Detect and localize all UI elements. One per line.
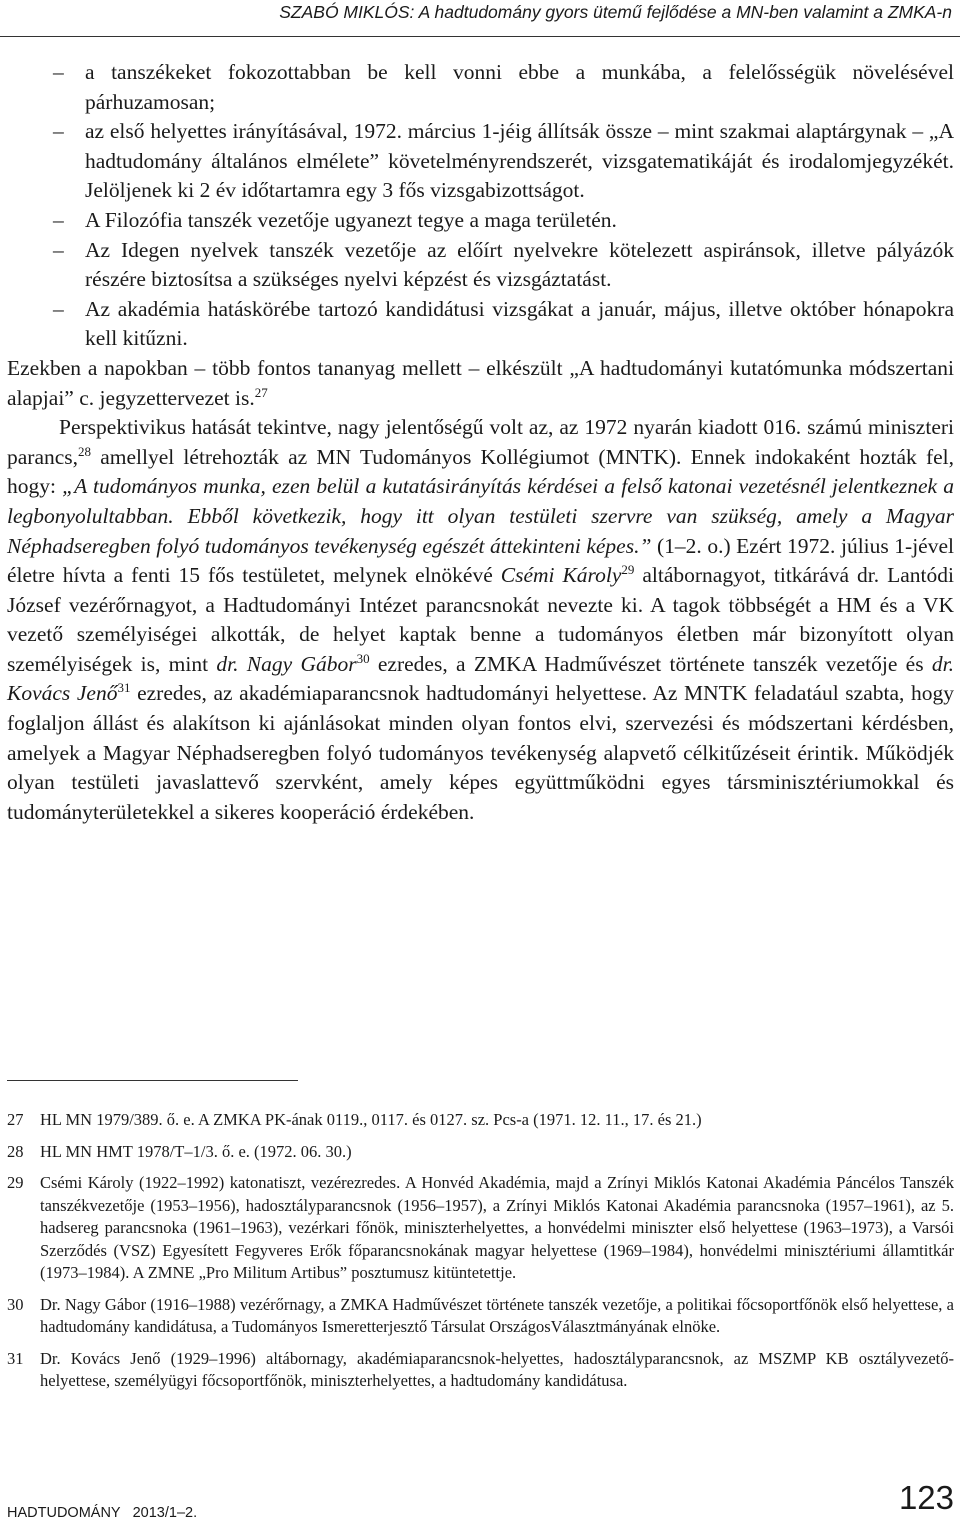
footnote-ref-28[interactable]: 28 xyxy=(78,443,92,459)
footnote-number: 29 xyxy=(7,1173,24,1192)
footnote-number: 31 xyxy=(7,1348,24,1368)
paragraph-2-text: (1–2. o.) Ezért 1972. július 1-jével életre hívta a fenti 15 fős testületet, melynek elnökévé xyxy=(7,533,954,588)
paragraph-2-text: Perspektivikus hatását tekintve, nagy jelentőségű volt az, az 1972 nyarán kiadott 016. számú miniszteri parancs, xyxy=(7,415,954,469)
footnote-number: 28 xyxy=(7,1141,24,1161)
quoted-order-text: „A tudományos munka, ezen belül a kutatásirányítás kérdései a felső katonai vezetésnél jelentkeznek a legbonyolultabban. Ebből következik, hogy itt olyan testületi szervre van szükség, amely a Magyar Néphadseregben folyó tudományos tevékenység egészét áttekinteni képes.” xyxy=(7,474,954,558)
person-name: dr. Nagy Gábor xyxy=(216,651,357,676)
list-item xyxy=(7,117,954,206)
paragraph-2-text: ezredes, az akadémiaparancsnok hadtudományi helyettese. Az MNTK feladatául szabta, hogy foglaljon állást és alakítson ki ajánlásokat minden olyan fontos elvi, szervezési és módszertani kérdésben, amelyek a Magyar Néphadseregben folyó tudományos tevékenység alapvető célkitűzéseit érintik. Működjék olyan testületi javaslattevő szervként, amely képes együttműködni egyes társminisztériumokkal és tudományterületekkel a sikeres kooperáció érdekében. xyxy=(7,681,954,824)
footnote-divider xyxy=(7,1080,298,1081)
footnote-ref-29[interactable]: 29 xyxy=(621,562,635,578)
dash-marker: – xyxy=(53,119,64,144)
list-item-text: Az Idegen nyelvek tanszék vezetője az előírt nyelvekre kötelezett aspiránsok, illetve pályázók részére biztosítsa a szükséges nyelvi képzést és vizsgáztatást. xyxy=(85,237,954,292)
dash-marker: – xyxy=(53,237,64,262)
journal-name: HADTUDOMÁNY xyxy=(7,1505,121,1521)
header-divider xyxy=(0,36,960,37)
person-name: Csémi Károly xyxy=(500,563,622,588)
dash-marker: – xyxy=(53,296,64,321)
list-item-text: A Filozófia tanszék vezetője ugyanezt tegye a maga területén. xyxy=(85,207,617,232)
footnote xyxy=(7,1294,954,1339)
list-item-text: Az akadémia hatáskörébe tartozó kandidátusi vizsgákat a január, május, illetve október hónapokra kell kitűzni. xyxy=(85,296,954,351)
footnotes xyxy=(7,1109,954,1402)
list-item xyxy=(7,206,954,236)
paragraph-2-text: ezredes, a ZMKA Hadművészet története tanszék vezetője és xyxy=(369,651,932,676)
paragraph-2-text: altábornagyot, titkárává dr. Lantódi József vezérőrnagyot, a Hadtudományi Intézet parancsnokát nevezte ki. A tagok többségét a HM és a VK vezető személyiségei alkották, de helyet kaptak benne a tudományos életben már bizonyított olyan személyiségek is, mint xyxy=(7,563,954,676)
paragraph-1 xyxy=(7,354,954,413)
issue-number: 2013/1–2. xyxy=(132,1505,198,1521)
person-name: dr. Kovács Jenő xyxy=(7,651,954,706)
paragraph-2-text: amellyel létrehozták az MN Tudományos Kollégiumot (MNTK). Ennek indokaként hozták fel, hogy: xyxy=(7,444,954,499)
dash-marker: – xyxy=(53,60,64,84)
list-item-text: a tanszékeket fokozottabban be kell vonni ebbe a munkába, a felelősségük növelésével párhuzamosan; xyxy=(85,60,954,114)
footnote xyxy=(7,1109,954,1132)
footnote-number: 27 xyxy=(7,1110,24,1129)
footnote xyxy=(7,1348,954,1393)
footnote-number: 30 xyxy=(7,1294,24,1314)
paragraph-1-text: Ezekben a napokban – több fontos tananyag mellett – elkészült „A hadtudományi kutatómunka módszertani alapjai” c. jegyzettervezet is. xyxy=(7,355,954,410)
page-number: 123 xyxy=(898,1479,954,1516)
footnote-ref-31[interactable]: 31 xyxy=(117,680,131,696)
footnote-text: Dr. Kovács Jenő (1929–1996) altábornagy, akadémiaparancsnok-helyettes, hadosztályparancsnok, az MSZMP KB osztályvezető-helyettese, személyügyi főcsoportfőnök, miniszterhelyettes, a hadtudomány kandidátusa. xyxy=(40,1348,954,1390)
footnote-ref-27[interactable]: 27 xyxy=(254,384,268,400)
footnote-text: HL MN 1979/389. ő. e. A ZMKA PK-ának 0119., 0117. és 0127. sz. Pcs-a (1971. 12. 11., 17. és 21.) xyxy=(40,1110,702,1129)
running-head-title: SZABÓ MIKLÓS: A hadtudomány gyors ütemű fejlődése a MN-ben valamint a ZMKA-n xyxy=(279,2,952,22)
footnote xyxy=(7,1172,954,1285)
main-text xyxy=(7,58,954,827)
list-item-text: az első helyettes irányításával, 1972. március 1-jéig állítsák össze – mint szakmai alaptárgynak – „A hadtudomány általános elmélete” követelményrendszerét, vizsgatematikáját és irodalomjegyzékét. Jelöljenek ki 2 év időtartamra egy 3 fős vizsgabizottságot. xyxy=(85,119,954,203)
paragraph-2 xyxy=(7,413,954,827)
dash-marker: – xyxy=(53,207,64,232)
list-item xyxy=(7,58,954,117)
list-item xyxy=(7,236,954,295)
footnote xyxy=(7,1141,954,1164)
footnote-text: Dr. Nagy Gábor (1916–1988) vezérőrnagy, a ZMKA Hadművészet története tanszék vezetője, a politikai főcsoportfőnök első helyettese, a hadtudomány kandidátusa, a Tudományos Ismeretterjesztő Társulat OrszágosVálasztmányának elnöke. xyxy=(40,1294,954,1336)
footnote-ref-30[interactable]: 30 xyxy=(356,650,370,666)
list-item xyxy=(7,295,954,354)
footnote-text: HL MN HMT 1978/T–1/3. ő. e. (1972. 06. 30.) xyxy=(40,1141,352,1161)
footer-journal xyxy=(7,1505,197,1521)
footnote-text: Csémi Károly (1922–1992) katonatiszt, vezérezredes. A Honvéd Akadémia, majd a Zrínyi Miklós Katonai Akadémia Páncélos Tanszék tanszékvezetője (1953–1956), hadosztályparancsnok (1956–1957), a Zrínyi Miklós Katonai Akadémia parancsnoka (1957–1961), az 5. hadsereg parancsnoka (1961–1963), vezérkari főnök, miniszterhelyettes, a honvédelmi miniszter első helyettese (1963–1973), a Varsói Szerződés (VSZ) Egyesített Fegyveres Erők főparancsnokának magyar helyettese (1969–1984), honvédelmi minisztériumi államtitkár (1973–1984). A ZMNE „Pro Militum Artibus” posztumusz kitüntetettje. xyxy=(40,1173,954,1282)
